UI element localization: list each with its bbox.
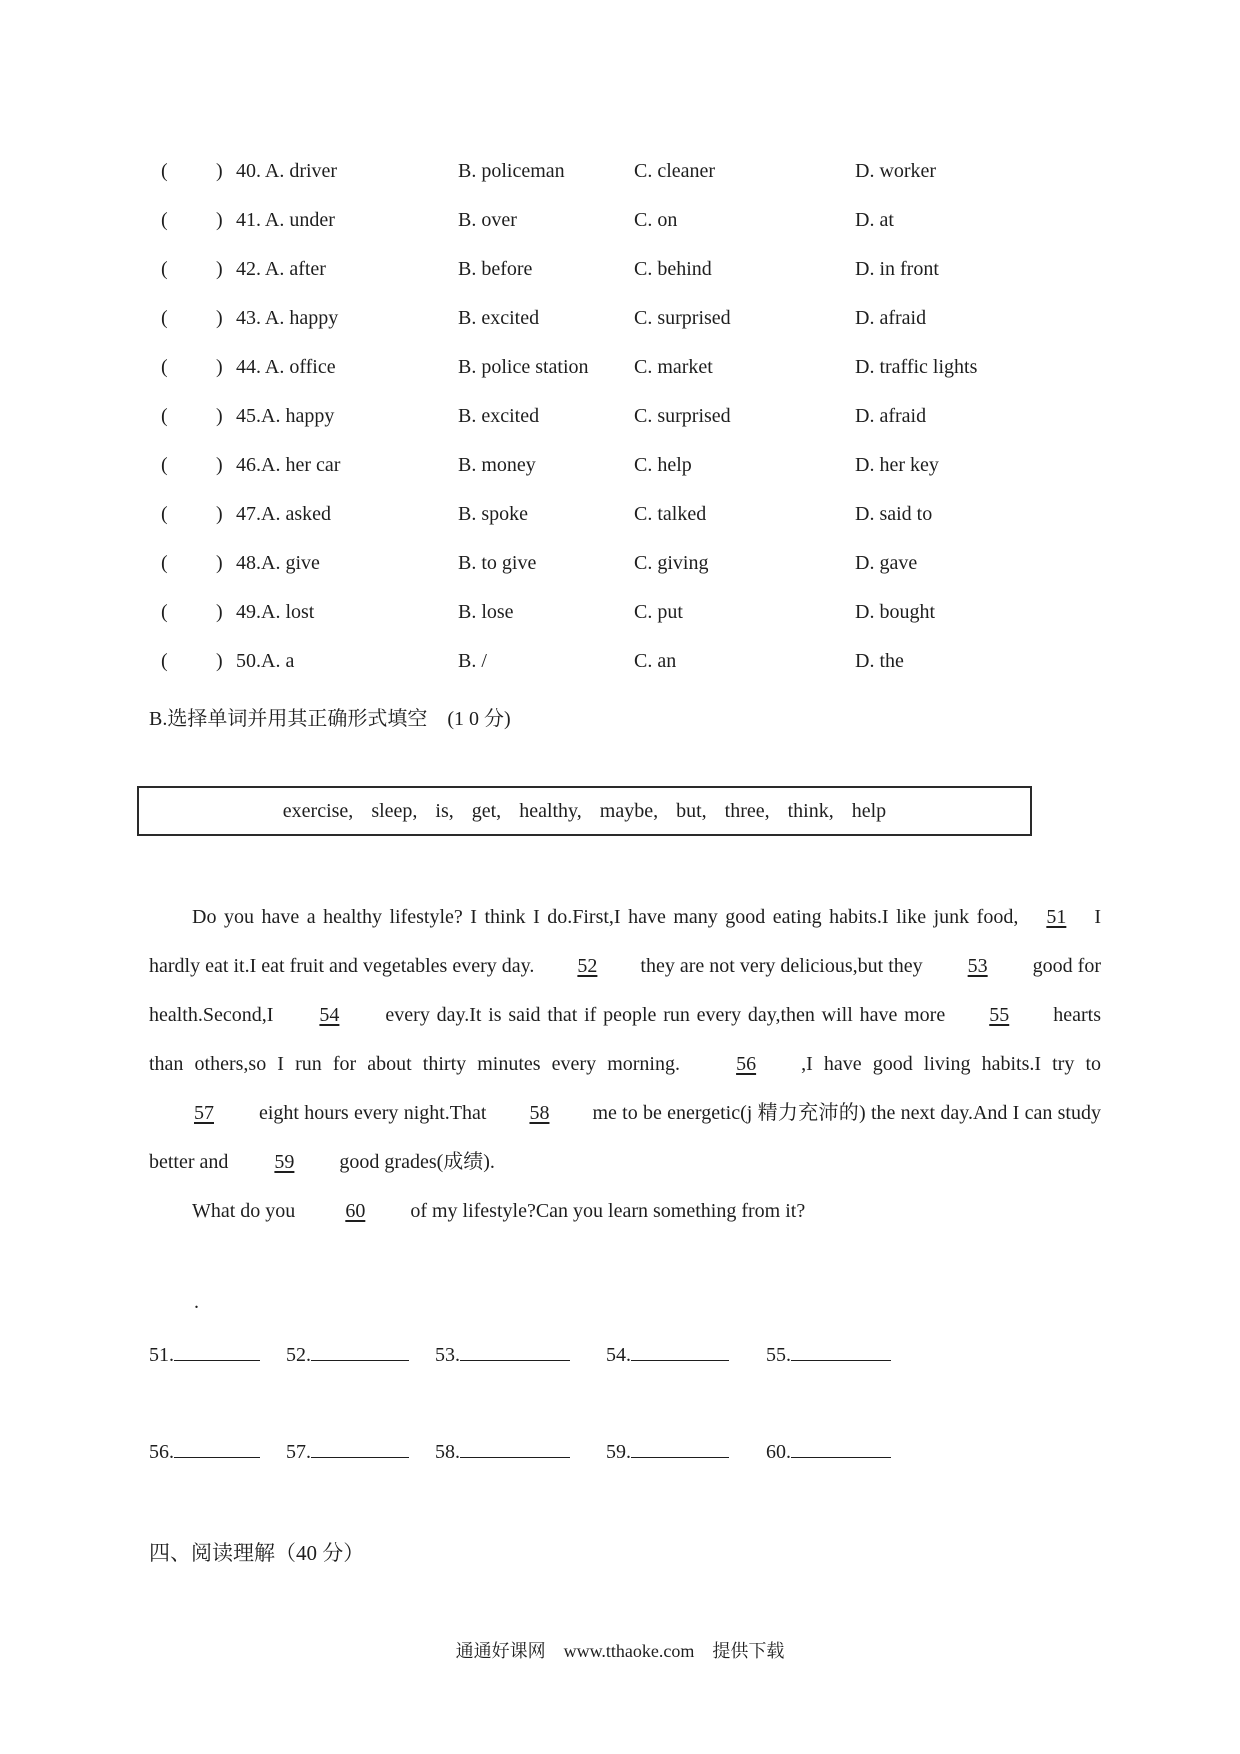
answer-blank[interactable]: [149, 1342, 260, 1367]
option-c: C. help: [634, 454, 692, 476]
question-row: [0, 346, 1240, 395]
option-b: B. excited: [458, 307, 540, 329]
word-bank-item: maybe,: [599, 799, 659, 822]
option-c: C. put: [634, 601, 683, 623]
option-d: D. bought: [855, 601, 935, 623]
section-b-title: B.选择单词并用其正确形式填空 (1 0 分): [149, 708, 511, 730]
answer-paren-close: ): [216, 307, 223, 329]
option-b: B. money: [458, 454, 536, 476]
answer-paren-open: (: [161, 356, 168, 378]
option-b: B. spoke: [458, 503, 528, 525]
passage-paragraph-2: [149, 1187, 1101, 1236]
passage-text: I hardly eat it.I eat fruit and vegetables every day.: [149, 906, 1101, 977]
answer-blank[interactable]: [286, 1439, 409, 1464]
question-row: [0, 542, 1240, 591]
answer-paren-open: (: [161, 405, 168, 427]
option-a: 46.A. her car: [236, 454, 341, 476]
answer-number: 60.: [766, 1441, 791, 1463]
word-bank-item: exercise,: [282, 799, 354, 822]
answer-number: 59.: [606, 1441, 631, 1463]
answer-blank[interactable]: [435, 1439, 570, 1464]
option-c: C. on: [634, 209, 678, 231]
answer-paren-close: ): [216, 356, 223, 378]
option-a: 48.A. give: [236, 552, 320, 574]
option-c: C. talked: [634, 503, 707, 525]
word-bank-item: help: [851, 799, 887, 822]
option-a: 50.A. a: [236, 650, 295, 672]
blank-54: 54: [319, 1004, 340, 1026]
word-bank-box: [137, 786, 1032, 836]
option-a: 41. A. under: [236, 209, 335, 231]
multiple-choice-list: [0, 150, 1240, 689]
question-row: [0, 493, 1240, 542]
answer-blank[interactable]: [149, 1439, 260, 1464]
question-row: [0, 297, 1240, 346]
option-d: D. traffic lights: [855, 356, 978, 378]
option-a: 45.A. happy: [236, 405, 335, 427]
word-bank-item: get,: [471, 799, 502, 822]
stray-dot: .: [194, 1291, 199, 1313]
option-d: D. her key: [855, 454, 939, 476]
blank-55: 55: [989, 1004, 1010, 1026]
page-footer: 通通好课网 www.tthaoke.com 提供下载: [455, 1641, 785, 1661]
answer-paren-close: ): [216, 601, 223, 623]
answer-number: 58.: [435, 1441, 460, 1463]
passage-text: Do you have a healthy lifestyle? I think I do.First,I have many good eating habits.I like junk food,: [192, 906, 1019, 928]
answer-paren-close: ): [216, 405, 223, 427]
option-a: 44. A. office: [236, 356, 336, 378]
section-4-title: 四、阅读理解（40 分）: [149, 1541, 365, 1565]
answer-paren-close: ): [216, 258, 223, 280]
answer-blank[interactable]: [766, 1342, 891, 1367]
option-b: B. policeman: [458, 160, 565, 182]
answer-number: 56.: [149, 1441, 174, 1463]
answer-paren-open: (: [161, 503, 168, 525]
answer-line: [631, 1342, 729, 1361]
answer-blank[interactable]: [766, 1439, 891, 1464]
answer-line: [791, 1439, 891, 1458]
answer-number: 53.: [435, 1344, 460, 1366]
option-c: C. behind: [634, 258, 712, 280]
answer-paren-close: ): [216, 552, 223, 574]
answer-paren-open: (: [161, 160, 168, 182]
word-bank-item: healthy,: [519, 799, 582, 822]
answer-number: 55.: [766, 1344, 791, 1366]
answer-line: [174, 1439, 260, 1458]
option-a: 49.A. lost: [236, 601, 315, 623]
question-row: [0, 591, 1240, 640]
passage-text: me to be energetic(j 精力充沛的) the next day.And I can study better and: [149, 1102, 1101, 1173]
answer-line: [460, 1342, 570, 1361]
question-row: [0, 395, 1240, 444]
word-bank-item: sleep,: [371, 799, 418, 822]
answer-line: [311, 1342, 409, 1361]
option-c: C. surprised: [634, 307, 731, 329]
option-d: D. afraid: [855, 405, 927, 427]
blank-59: 59: [274, 1151, 295, 1173]
blank-51: 51: [1046, 906, 1067, 928]
question-row: [0, 640, 1240, 689]
question-row: [0, 248, 1240, 297]
blank-58: 58: [529, 1102, 550, 1124]
passage-text: eight hours every night.That: [259, 1102, 487, 1124]
passage-text: good for health.Second,I: [149, 955, 1101, 1026]
option-c: C. giving: [634, 552, 709, 574]
option-b: B. lose: [458, 601, 514, 623]
answer-paren-close: ): [216, 160, 223, 182]
cloze-passage: [149, 893, 1101, 1236]
question-row: [0, 199, 1240, 248]
answer-line: [174, 1342, 260, 1361]
option-d: D. gave: [855, 552, 918, 574]
passage-text: ,I have good living habits.I try to: [801, 1053, 1102, 1075]
answer-line: [791, 1342, 891, 1361]
passage-text: every day.It is said that if people run every day,then will have more: [385, 1004, 946, 1026]
blank-60: 60: [345, 1200, 366, 1222]
passage-text: of my lifestyle?Can you learn something from it?: [410, 1200, 806, 1222]
answer-blank[interactable]: [286, 1342, 409, 1367]
blank-57: 57: [194, 1102, 214, 1124]
passage-text: What do you: [192, 1200, 296, 1222]
option-d: D. the: [855, 650, 904, 672]
answer-number: 57.: [286, 1441, 311, 1463]
option-c: C. surprised: [634, 405, 731, 427]
answer-line: [631, 1439, 729, 1458]
word-bank-item: but,: [676, 799, 707, 822]
option-c: C. market: [634, 356, 713, 378]
passage-paragraph-1: [149, 893, 1101, 1187]
answer-line: [311, 1439, 409, 1458]
answer-paren-open: (: [161, 307, 168, 329]
passage-text: they are not very delicious,but they: [640, 955, 923, 977]
answer-paren-close: ): [216, 454, 223, 476]
word-bank-item: is,: [435, 799, 454, 822]
answer-paren-close: ): [216, 503, 223, 525]
passage-text: hearts than others,so I run for about thirty minutes every morning.: [149, 1004, 1101, 1075]
option-b: B. to give: [458, 552, 537, 574]
answer-paren-open: (: [161, 552, 168, 574]
option-d: D. said to: [855, 503, 933, 525]
blank-56: 56: [736, 1053, 757, 1075]
option-a: 43. A. happy: [236, 307, 339, 329]
question-row: [0, 444, 1240, 493]
answer-number: 52.: [286, 1344, 311, 1366]
option-c: C. cleaner: [634, 160, 716, 182]
answer-number: 51.: [149, 1344, 174, 1366]
option-d: D. worker: [855, 160, 937, 182]
option-a: 47.A. asked: [236, 503, 331, 525]
option-b: B. before: [458, 258, 533, 280]
option-d: D. at: [855, 209, 894, 231]
blank-53: 53: [967, 955, 988, 977]
answer-paren-open: (: [161, 601, 168, 623]
answer-paren-open: (: [161, 454, 168, 476]
option-a: 40. A. driver: [236, 160, 338, 182]
option-b: B. police station: [458, 356, 589, 378]
answer-blank[interactable]: [606, 1342, 729, 1367]
option-c: C. an: [634, 650, 677, 672]
question-row: [0, 150, 1240, 199]
answer-paren-close: ): [216, 650, 223, 672]
answer-blank[interactable]: [435, 1342, 570, 1367]
answer-paren-open: (: [161, 209, 168, 231]
option-b: B. over: [458, 209, 517, 231]
option-b: B. excited: [458, 405, 540, 427]
answer-line: [460, 1439, 570, 1458]
answer-paren-open: (: [161, 650, 168, 672]
answer-blank[interactable]: [606, 1439, 729, 1464]
word-bank-item: think,: [787, 799, 834, 822]
answer-number: 54.: [606, 1344, 631, 1366]
answer-paren-open: (: [161, 258, 168, 280]
option-d: D. in front: [855, 258, 939, 280]
option-b: B. /: [458, 650, 487, 672]
answer-paren-close: ): [216, 209, 223, 231]
passage-text: good grades(成绩).: [339, 1151, 495, 1173]
blank-52: 52: [577, 955, 598, 977]
option-d: D. afraid: [855, 307, 927, 329]
word-bank-item: three,: [724, 799, 770, 822]
option-a: 42. A. after: [236, 258, 326, 280]
